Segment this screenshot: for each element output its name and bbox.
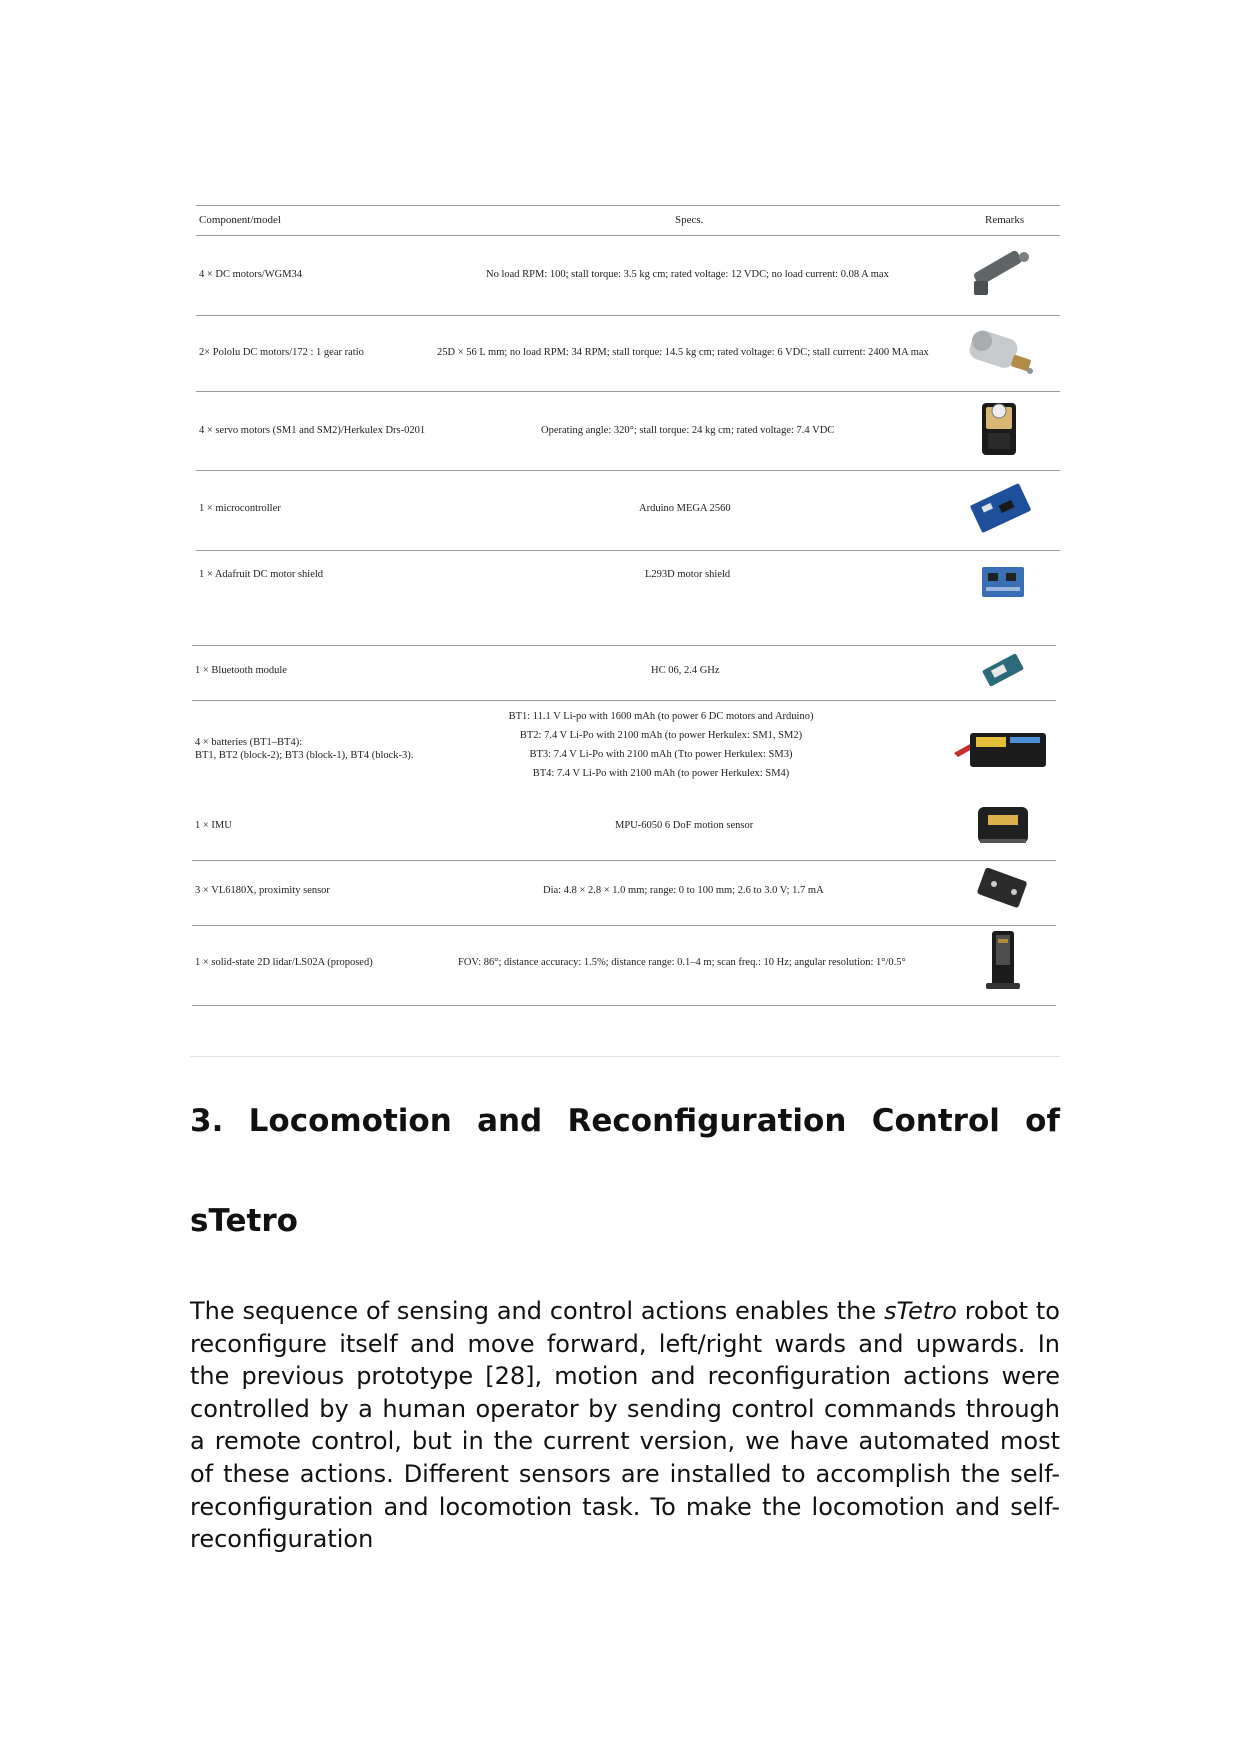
header-component: Component/model: [199, 214, 281, 226]
paragraph-text: robot to reconfigure itself and move forward, left/right wards and upwards. In the previous prototype [28], motion and reconfiguration actions were controlled by a human operator by sending control commands through a remote control, but in the current version, we have automated most of these actions. Different sensors are installed to accomplish the self-reconfiguration and locomotion task. To make the locomotion and self-reconfiguration: [190, 1297, 1060, 1554]
row-component-detail: BT1, BT2 (block-2); BT3 (block-1), BT4 (block-3).: [195, 750, 414, 761]
row-component: 1 × Adafruit DC motor shield: [199, 569, 324, 580]
row-specs: L293D motor shield: [645, 569, 731, 580]
section-heading: [190, 1103, 1060, 1139]
dc-motor-image: [968, 243, 1038, 305]
spec-line: BT1: 11.1 V Li-po with 1600 mAh (to power 6 DC motors and Arduino): [508, 711, 814, 722]
arduino-image: [966, 479, 1036, 541]
lidar-image: [968, 929, 1038, 991]
table-rule: [196, 315, 1060, 316]
row-specs: 25D × 56 L mm; no load RPM: 34 RPM; stall torque: 14.5 kg cm; rated voltage: 6 VDC; stall current: 2400 MA max: [437, 347, 929, 358]
spec-line: BT4: 7.4 V Li-Po with 2100 mAh (to power Herkulex: SM4): [532, 768, 790, 779]
row-specs: MPU-6050 6 DoF motion sensor: [615, 820, 754, 831]
row-component: 3 × VL6180X, proximity sensor: [195, 885, 330, 896]
table-rule: [192, 700, 1056, 701]
row-component: 4 × DC motors/WGM34: [199, 269, 303, 280]
row-specs: Operating angle: 320°; stall torque: 24 kg cm; rated voltage: 7.4 VDC: [541, 425, 835, 436]
spec-line: BT3: 7.4 V Li-Po with 2100 mAh (Tto power Herkulex: SM3): [529, 749, 793, 760]
heading-word: Locomotion: [248, 1103, 452, 1139]
table-rule: [196, 205, 1060, 206]
row-component: 4 × servo motors (SM1 and SM2)/Herkulex Drs-0201: [199, 425, 426, 436]
robot-name: sTetro: [883, 1297, 957, 1325]
row-component: 1 × solid-state 2D lidar/LS02A (proposed): [195, 957, 373, 968]
row-component: 1 × microcontroller: [199, 503, 281, 514]
header-remarks: Remarks: [985, 214, 1025, 226]
table-rule: [196, 391, 1060, 392]
table-rule: [196, 235, 1060, 236]
header-specs: Specs.: [675, 214, 704, 226]
table-rule: [192, 645, 1056, 646]
heading-word: of: [1025, 1103, 1060, 1139]
table-rule: [192, 925, 1056, 926]
battery-image: [950, 719, 1050, 781]
heading-word: Reconfiguration: [567, 1103, 847, 1139]
spec-line: BT2: 7.4 V Li-Po with 2100 mAh (to power Herkulex: SM1, SM2): [519, 730, 803, 741]
heading-word: and: [477, 1103, 543, 1139]
motor-shield-image: [968, 553, 1038, 615]
row-component: 4 × batteries (BT1–BT4):: [195, 737, 303, 748]
proximity-sensor-image: [968, 862, 1038, 924]
row-component: 1 × IMU: [195, 820, 232, 831]
table-rule: [192, 1005, 1056, 1006]
table-rule: [196, 550, 1060, 551]
bluetooth-image: [968, 641, 1038, 703]
servo-image: [966, 397, 1036, 459]
row-specs: FOV: 86°; distance accuracy: 1.5%; distance range: 0.1–4 m; scan freq.: 10 Hz; angular resolution: 1°/0.5°: [458, 957, 906, 968]
body-paragraph: [190, 1295, 1060, 1556]
row-specs: HC 06, 2.4 GHz: [651, 665, 720, 676]
row-specs: Arduino MEGA 2560: [639, 503, 731, 514]
table-rule: [192, 860, 1056, 861]
row-specs: [496, 707, 826, 783]
row-component: 1 × Bluetooth module: [195, 665, 287, 676]
section-divider: [190, 1056, 1060, 1057]
table-rule: [196, 470, 1060, 471]
section-heading-continued: sTetro: [190, 1203, 298, 1239]
paragraph-text: The sequence of sensing and control actions enables the: [190, 1297, 884, 1325]
row-component: 2× Pololu DC motors/172 : 1 gear ratio: [199, 347, 364, 358]
gear-motor-image: [966, 321, 1036, 383]
imu-image: [968, 795, 1038, 857]
heading-word: 3.: [190, 1103, 224, 1139]
row-specs: No load RPM: 100; stall torque: 3.5 kg cm; rated voltage: 12 VDC; no load current: 0.08 A max: [486, 269, 889, 280]
row-specs: Dia: 4.8 × 2.8 × 1.0 mm; range: 0 to 100 mm; 2.6 to 3.0 V; 1.7 mA: [543, 885, 824, 896]
heading-word: Control: [871, 1103, 1000, 1139]
